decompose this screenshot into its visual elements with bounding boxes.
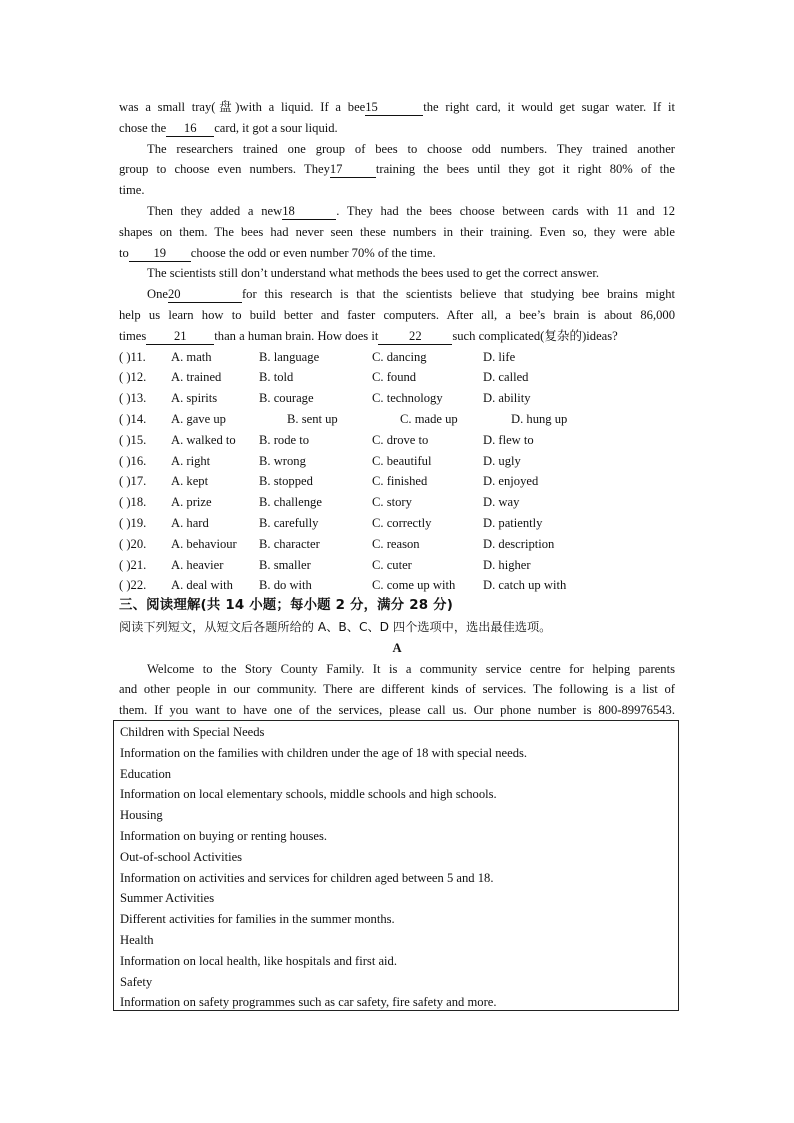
question-row (119, 471, 675, 492)
option-b[interactable]: B. told (259, 370, 294, 385)
blank-17[interactable]: 17 (330, 161, 376, 178)
service-title: Housing (120, 808, 163, 823)
option-b[interactable]: B. carefully (259, 515, 319, 530)
option-b[interactable]: B. courage (259, 391, 314, 406)
passage-text: than a human brain. How does it (214, 328, 379, 343)
passage-line (119, 118, 675, 139)
blank-19[interactable]: 19 (129, 245, 191, 262)
option-d[interactable]: D. hung up (511, 411, 568, 426)
question-row (119, 388, 675, 409)
option-a[interactable]: A. trained (171, 370, 222, 385)
blank-18[interactable]: 18 (282, 203, 336, 220)
question-number: ( )14. (119, 411, 147, 426)
option-c[interactable]: C. made up (400, 411, 458, 426)
passage-line: The researchers trained one group of bees to choose odd numbers. They trained another (147, 141, 675, 156)
section-heading: 三、阅读理解(共 14 小题；每小题 2 分，满分 28 分) (119, 598, 454, 614)
passage-text: group to choose even numbers. They (119, 162, 330, 177)
option-a[interactable]: A. walked to (171, 432, 236, 447)
passage-text: choose the odd or even number 70% of the time. (190, 245, 436, 260)
blank-16[interactable]: 16 (166, 120, 214, 137)
question-number: ( )15. (119, 432, 147, 447)
option-a[interactable]: A. right (171, 453, 211, 468)
option-d[interactable]: D. enjoyed (483, 474, 539, 489)
intro-line: them. If you want to have one of the services, please call us. Our phone number is 800-89976543. (119, 703, 675, 718)
option-a[interactable]: A. gave up (171, 411, 226, 426)
option-a[interactable]: A. math (171, 349, 212, 364)
passage-line (119, 284, 675, 305)
service-description: Information on buying or renting houses. (120, 828, 328, 843)
option-b[interactable]: B. rode to (259, 432, 310, 447)
passage-line: The scientists still don’t understand what methods the bees used to get the correct answer. (147, 266, 599, 281)
passage-text: such complicated(复杂的)ideas? (452, 328, 618, 343)
passage-text: training the bees until they got it right 80% of the (375, 162, 675, 177)
service-title: Out-of-school Activities (120, 849, 243, 864)
option-d[interactable]: D. catch up with (483, 578, 567, 593)
service-title: Safety (120, 974, 153, 989)
option-d[interactable]: D. called (483, 370, 529, 385)
service-description: Different activities for families in the summer months. (120, 912, 395, 927)
services-box (113, 720, 679, 1011)
passage-line: help us learn how to build better and faster computers. After all, a bee’s brain is about 86,000 (119, 307, 675, 322)
option-d[interactable]: D. higher (483, 557, 531, 572)
option-c[interactable]: C. story (372, 495, 412, 510)
option-c[interactable]: C. correctly (372, 515, 432, 530)
question-number: ( )11. (119, 349, 146, 364)
blank-15[interactable]: 15 (365, 99, 423, 116)
option-d[interactable]: D. life (483, 349, 516, 364)
question-row (119, 409, 675, 430)
option-d[interactable]: D. description (483, 536, 555, 551)
option-b[interactable]: B. challenge (259, 495, 322, 510)
option-a[interactable]: A. hard (171, 515, 209, 530)
passage-letter: A (392, 640, 402, 655)
question-number: ( )21. (119, 557, 147, 572)
passage-line: shapes on them. The bees had never seen these numbers in their training. Even so, they were able (119, 224, 675, 239)
option-c[interactable]: C. reason (372, 536, 420, 551)
passage-line (119, 159, 675, 180)
question-row (119, 430, 675, 451)
question-row (119, 555, 675, 576)
question-row (119, 367, 675, 388)
option-b[interactable]: B. character (259, 536, 320, 551)
passage-text: Then they added a new (147, 203, 283, 218)
blank-21[interactable]: 21 (146, 328, 214, 345)
passage-text: to (119, 245, 129, 260)
section-instruction: 阅读下列短文，从短文后各题所给的 A、B、C、D 四个选项中，选出最佳选项。 (119, 619, 552, 634)
question-row (119, 451, 675, 472)
question-row (119, 513, 675, 534)
blank-22[interactable]: 22 (378, 328, 452, 345)
question-number: ( )20. (119, 536, 147, 551)
option-d[interactable]: D. way (483, 495, 520, 510)
service-title: Education (120, 766, 172, 781)
question-number: ( )19. (119, 515, 147, 530)
passage-line (119, 97, 675, 118)
option-d[interactable]: D. flew to (483, 432, 534, 447)
question-number: ( )12. (119, 370, 147, 385)
service-description: Information on safety programmes such as car safety, fire safety and more. (120, 995, 497, 1010)
question-number: ( )16. (119, 453, 147, 468)
question-row (119, 534, 675, 555)
service-description: Information on local health, like hospitals and first aid. (120, 953, 397, 968)
option-b[interactable]: B. sent up (287, 411, 338, 426)
question-number: ( )18. (119, 495, 147, 510)
option-b[interactable]: B. smaller (259, 557, 311, 572)
question-number: ( )13. (119, 391, 147, 406)
option-a[interactable]: A. behaviour (171, 536, 237, 551)
option-c[interactable]: C. come up with (372, 578, 456, 593)
question-row (119, 575, 675, 596)
option-a[interactable]: A. heavier (171, 557, 224, 572)
question-number: ( )17. (119, 474, 147, 489)
service-title: Children with Special Needs (120, 725, 265, 739)
option-b[interactable]: B. do with (259, 578, 312, 593)
blank-20[interactable]: 20 (168, 286, 242, 303)
exam-page (119, 97, 675, 721)
option-a[interactable]: A. prize (171, 495, 212, 510)
intro-line: and other people in our community. There are different kinds of services. The following is a list of (119, 682, 675, 697)
question-list (119, 347, 675, 597)
passage-text: card, it got a sour liquid. (214, 120, 338, 135)
option-a[interactable]: A. deal with (171, 578, 233, 593)
option-a[interactable]: A. kept (171, 474, 209, 489)
option-c[interactable]: C. drove to (372, 432, 429, 447)
question-row (119, 492, 675, 513)
service-description: Information on local elementary schools, middle schools and high schools. (120, 787, 497, 802)
option-b[interactable]: B. stopped (259, 474, 313, 489)
passage-line (119, 201, 675, 222)
option-d[interactable]: D. ability (483, 391, 531, 406)
passage-line (119, 243, 675, 264)
service-title: Summer Activities (120, 891, 215, 906)
passage-text: chose the (119, 120, 167, 135)
option-b[interactable]: B. language (259, 349, 320, 364)
passage-text: times (119, 328, 147, 343)
option-c[interactable]: C. cuter (372, 557, 412, 572)
option-a[interactable]: A. spirits (171, 391, 218, 406)
question-number: ( )22. (119, 578, 147, 593)
passage-line (119, 326, 675, 347)
service-description: Information on the families with children under the age of 18 with special needs. (120, 745, 528, 760)
service-description: Information on activities and services for children aged between 5 and 18. (120, 870, 494, 885)
passage-text: . They had the bees choose between cards with 11 and 12 (336, 203, 675, 218)
option-d[interactable]: D. ugly (483, 453, 521, 468)
option-c[interactable]: C. finished (372, 474, 428, 489)
option-c[interactable]: C. dancing (372, 349, 427, 364)
passage-text: One (147, 287, 168, 302)
option-c[interactable]: C. beautiful (372, 453, 432, 468)
passage-text: the right card, it would get sugar water. If it (423, 100, 675, 114)
passage-line: time. (119, 183, 145, 198)
service-title: Health (120, 932, 154, 947)
passage-text: for this research is that the scientists believe that studying bee brains might (241, 287, 675, 302)
option-c[interactable]: C. found (372, 370, 417, 385)
passage-text: was a small tray(盘)with a liquid. If a bee (119, 100, 366, 114)
option-b[interactable]: B. wrong (259, 453, 306, 468)
question-row (119, 347, 675, 368)
intro-line: Welcome to the Story County Family. It is a community service centre for helping parents (147, 661, 675, 676)
option-d[interactable]: D. patiently (483, 515, 543, 530)
option-c[interactable]: C. technology (372, 391, 443, 406)
